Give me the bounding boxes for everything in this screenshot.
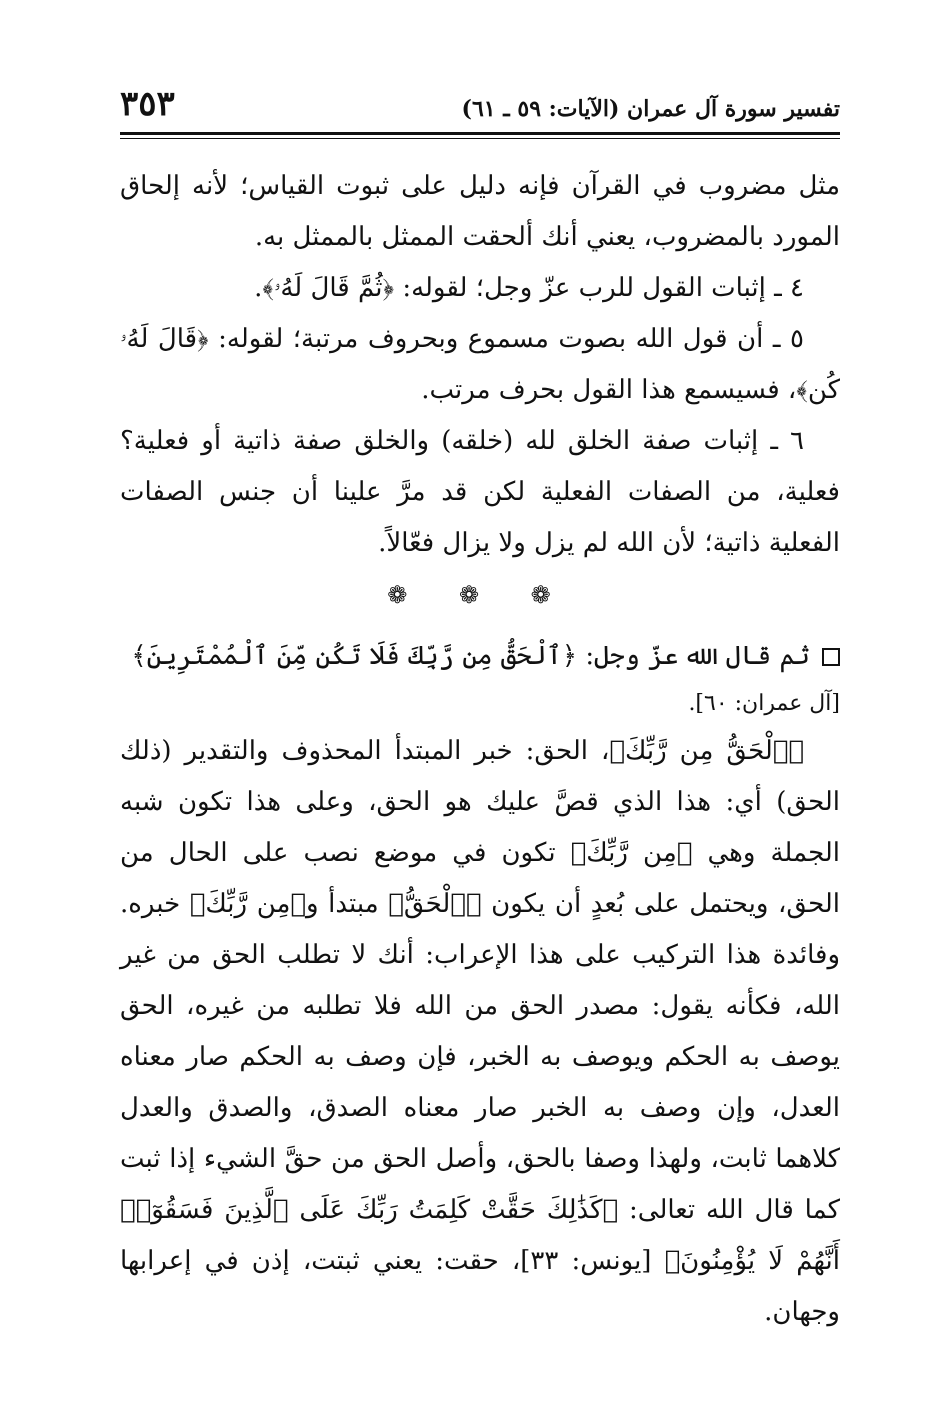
paragraph: ٤ ـ إثبات القول للرب عزّ وجل؛ لقوله: ﴿ثُمَّ قَالَ لَهُۥ﴾. <box>254 273 804 303</box>
book-page <box>120 84 840 1338</box>
square-bullet-icon <box>822 648 840 666</box>
body-text <box>120 161 840 1338</box>
page-header <box>120 84 840 130</box>
verse-line <box>120 631 840 682</box>
header-rule <box>120 132 840 135</box>
header-rule-thin <box>120 138 840 139</box>
verse-reference: [آل عمران: ٦٠]. <box>688 691 840 716</box>
section-separator: ❁ ❁ ❁ <box>387 581 573 609</box>
page-number: ٣٥٣ <box>120 84 175 124</box>
paragraph: ﴿ٱلْحَقُّ مِن رَّبِّكَ﴾، الحق: خبر المبتدأ المحذوف والتقدير (ذلك الحق) أي: هذا الذي قصَّ عليك هو الحق، وعلى هذا تكون شبه الجملة وهي ﴿مِن رَّبِّكَ﴾ تكون في موضع نصب على الحال من الحق، ويحتمل على بُعدٍ أن يكون ﴿ٱلْحَقُّ﴾ مبتدأ و﴿مِن رَّبِّكَ﴾ خبره. وفائدة هذا التركيب على هذا الإعراب: أنك لا تطلب الحق من غير الله، فكأنه يقول: مصدر الحق من الله فلا تطلبه من غيره، الحق يوصف به الحكم ويوصف به الخبر، فإن وصف به الحكم صار معناه العدل، وإن وصف به الخبر صار معناه الصدق، والصدق والعدل كلاهما ثابت، ولهذا وصفا بالحق، وأصل الحق من حقَّ الشيء إذا ثبت كما قال الله تعالى: ﴿كَذَٰلِكَ حَقَّتْ كَلِمَتُ رَبِّكَ عَلَى ٱلَّذِينَ فَسَقُوٓا۟ أَنَّهُمْ لَا يُؤْمِنُونَ﴾ [يونس: ٣٣]، حقت: يعني ثبتت، إذن في إعرابها وجهان. <box>120 736 840 1327</box>
paragraph: ٥ ـ أن قول الله بصوت مسموع وبحروف مرتبة؛ لقوله: ﴿قَالَ لَهُۥ كُن﴾، فسيسمع هذا القول بحرف مرتب. <box>120 324 840 405</box>
running-title: تفسير سورة آل عمران (الآيات: ٥٩ ـ ٦١) <box>461 96 840 122</box>
paragraph: ٦ ـ إثبات صفة الخلق لله (خلقه) والخلق صفة ذاتية أو فعلية؟ فعلية، من الصفات الفعلية لكن قد مرَّ علينا أن جنس الصفات الفعلية ذاتية؛ لأن الله لم يزل ولا يزال فعّالاً. <box>120 426 840 558</box>
paragraph: مثل مضروب في القرآن فإنه دليل على ثبوت القياس؛ لأنه إلحاق المورد بالمضروب، يعني أنك ألحقت الممثل بالممثل به. <box>120 171 840 252</box>
verse-text: ثم قال الله عزّ وجل: ﴿ٱلْحَقُّ مِن رَّبِّكَ فَلَا تَكُن مِّنَ ٱلْمُمْتَرِينَ﴾ <box>131 641 810 671</box>
